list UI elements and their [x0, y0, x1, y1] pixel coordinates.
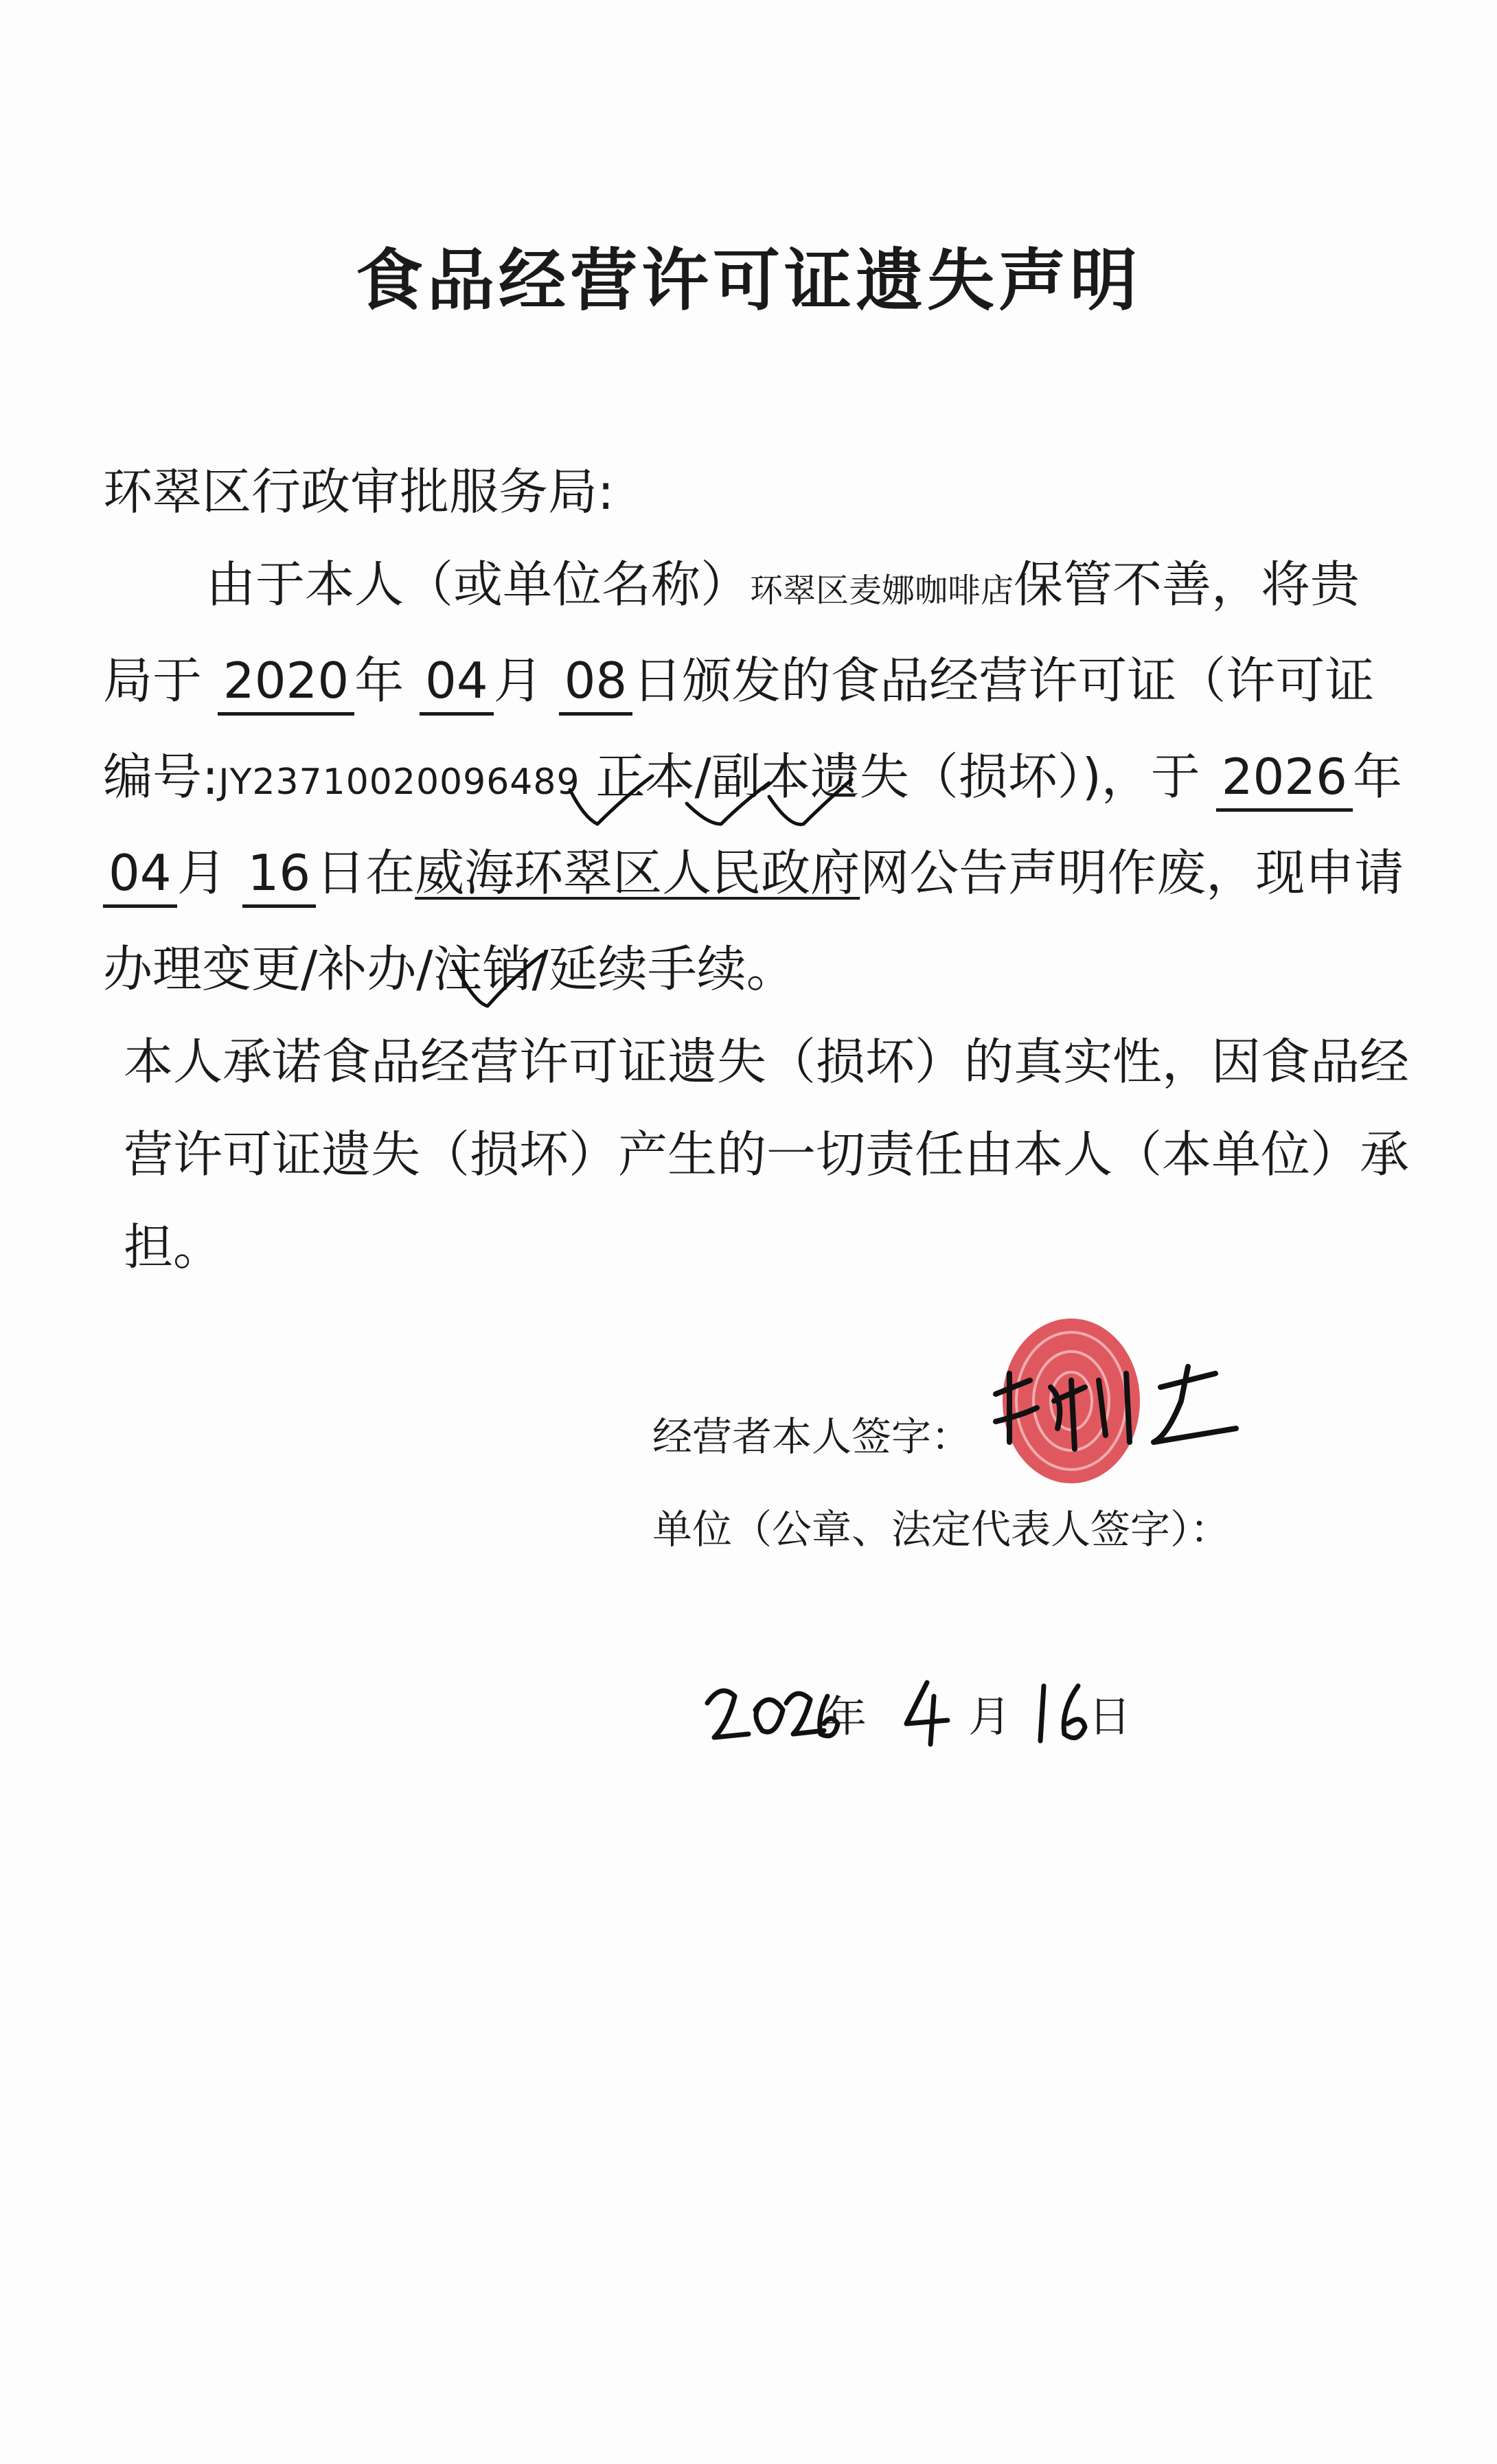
paragraph2-line2: 营许可证遗失（损坏）产生的一切责任由本人（本单位）承 — [124, 1126, 1410, 1183]
addressee: 环翠区行政审批服务局: — [103, 463, 615, 521]
l2-b: 日颁发的食品经营许可证（许可证 — [632, 652, 1375, 709]
government-name: 威海环翠区人民政府 — [415, 844, 860, 902]
date-day-char: 日 — [1088, 1691, 1132, 1742]
license-number: JY23710020096489 — [218, 762, 580, 803]
l2-a: 局于 — [103, 652, 203, 709]
signature-label: 经营者本人签字： — [652, 1413, 972, 1460]
handwritten-month — [900, 1676, 955, 1751]
p1-suffix: 保管不善，将贵 — [1014, 556, 1360, 613]
paragraph2-line1: 本人承诺食品经营许可证遗失（损坏）的真实性，因食品经 — [124, 1033, 1410, 1091]
paragraph1-line2 — [103, 652, 1375, 709]
paragraph1-line4 — [103, 844, 1404, 902]
l3-a: 编号: — [103, 748, 219, 806]
l3-b: 正本/副本遗失（损坏）)，于 — [595, 748, 1200, 806]
month-char: 月 — [493, 652, 543, 709]
date-month-char: 月 — [968, 1691, 1012, 1742]
handwritten-signature — [989, 1360, 1250, 1470]
l4-c: 网公告声明作废，现申请 — [860, 844, 1404, 902]
announce-year: 2026 — [1216, 748, 1353, 812]
p1-prefix: 由于本人（或单位名称） — [206, 556, 751, 613]
announce-month: 04 — [103, 844, 177, 908]
date-year-char: 年 — [824, 1691, 867, 1742]
handwritten-year — [700, 1676, 838, 1751]
handwritten-day — [1030, 1676, 1092, 1751]
year-char: 年 — [354, 652, 404, 709]
l3-c: 年 — [1352, 748, 1402, 806]
handwritten-check-mark-cancel — [446, 948, 556, 1016]
l4-a: 月 — [176, 844, 227, 902]
document-title: 食品经营许可证遗失声明 — [355, 242, 1141, 320]
issue-month: 04 — [420, 652, 494, 716]
paragraph2-line3: 担。 — [124, 1218, 223, 1276]
handwritten-check-marks — [563, 769, 893, 838]
unit-seal-label: 单位（公章、法定代表人签字）： — [652, 1506, 1231, 1553]
announce-day: 16 — [242, 844, 317, 908]
issue-year: 2020 — [218, 652, 354, 716]
paragraph1-line1 — [206, 556, 1360, 613]
issue-day: 08 — [559, 652, 633, 716]
company-name: 环翠区麦娜咖啡店 — [750, 571, 1014, 610]
paragraph1-line5: 办理变更/补办/注销/延续手续。 — [103, 940, 796, 998]
l4-b: 日在 — [316, 844, 415, 902]
